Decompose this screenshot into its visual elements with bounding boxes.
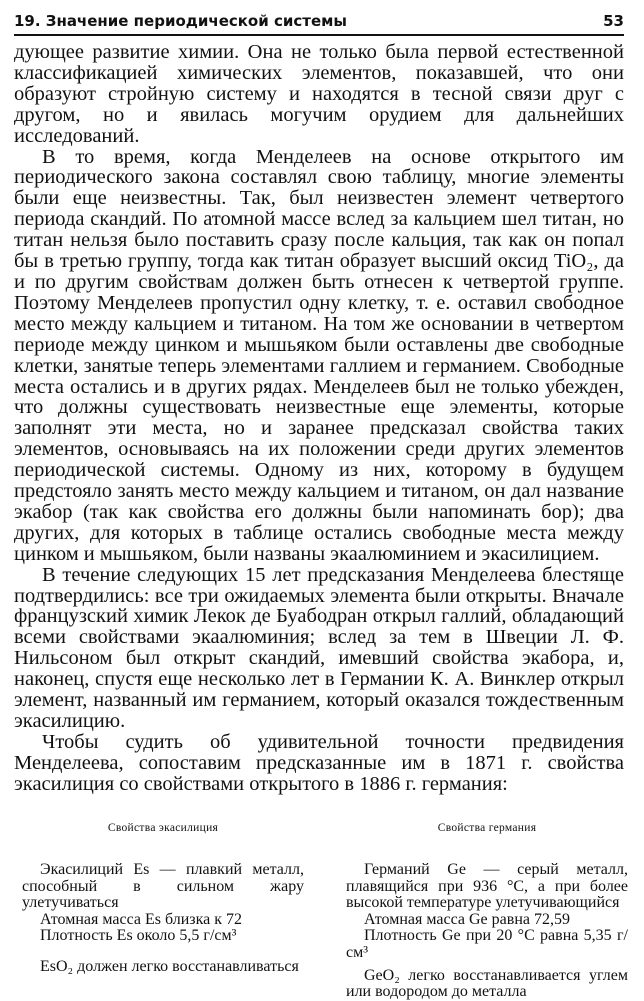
property-item: Плотность Ge при 20 °C равна 5,35 г/см³	[346, 927, 628, 961]
paragraph: Чтобы судить об удивительной точности предвидения Менделеева, сопоставим предсказанные им в 1871 г. свойства экасилиция со свойствами открытого в 1886 г. германия:	[14, 730, 624, 795]
property-item: Экасилиций Es — плавкий металл, способный в сильном жару улетучиваться	[22, 861, 304, 912]
main-text	[14, 42, 624, 795]
running-header	[14, 10, 624, 36]
column-heading: Свойства экасилиция	[107, 822, 219, 834]
paragraph: В то время, когда Менделеев на основе открытого им периодического закона составлял свою таблицу, многие элементы были еще неизвестны. Так, был неизвестен элемент четвертого периода скандий. По атомной массе вслед за кальцием шел титан, но титан нельзя было поставить сразу после кальция, так как он попал бы в третью группу, тогда как титан образует высший оксид TiO₂, да и по другим свойствам должен быть отнесен к четвертой группе. Поэтому Менделеев пропустил одну клетку, т. е. оставил свободное место между кальцием и титаном. На том же основании в четвертом периоде между цинком и мышьяком были оставлены две свободные клетки, занятые теперь элементами галлием и германием. Свободные места остались и в других рядах. Менделеев был не только убежден, что должны существовать неизвестные еще элементы, которые заполнят эти места, но и заранее предсказал свойства таких элементов, основываясь на их положении среди других элементов периодической системы. Одному из них, которому в будущем предстояло занять место между кальцием и титаном, он дал название экабор (так как свойства его должны были напоминать бор); два других, для которых в таблице остались свободные места между цинком и мышьяком, были названы экаалюминием и экасилицием.	[14, 145, 624, 565]
property-item: GeO₂ легко восстанавливается углем или водородом до металла	[346, 966, 628, 1001]
section-title: 19. Значение периодической системы	[14, 12, 347, 30]
property-item: Плотность Es около 5,5 г/см³	[40, 927, 237, 945]
column-heading: Свойства германия	[437, 822, 537, 834]
property-item: Атомная масса Es близка к 72	[40, 910, 243, 928]
property-item: Германий Ge — серый металл, плавящийся при 936 °C, а при более высокой температуре улетучивающийся	[346, 861, 628, 912]
property-item: EsO₂ должен легко восстанавливаться	[40, 957, 299, 975]
paragraph: В течение следующих 15 лет предсказания Менделеева блестяще подтвердились: все три ожидаемых элемента были открыты. Вначале французский химик Лекок де Буабодран открыл галлий, обладающий всеми свойствами экаалюминия; вслед за тем в Швеции Л. Ф. Нильсоном был открыт скандий, имевший свойства экабора, и, наконец, спустя еще несколько лет в Германии К. А. Винклер открыл элемент, названный им германием, который оказался тождественным экасилицию.	[14, 563, 624, 732]
column-germanium	[346, 822, 628, 1001]
page-number: 53	[603, 12, 624, 30]
paragraph-continued: дующее развитие химии. Она не только была первой естественной классификацией химических элементов, показавшей, что они образуют стройную систему и находятся в тесной связи друг с другом, но и явилась могучим орудием для дальнейших исследований.	[14, 41, 624, 147]
property-item: Атомная масса Ge равна 72,59	[364, 910, 570, 928]
column-ekasilicon	[22, 822, 304, 976]
